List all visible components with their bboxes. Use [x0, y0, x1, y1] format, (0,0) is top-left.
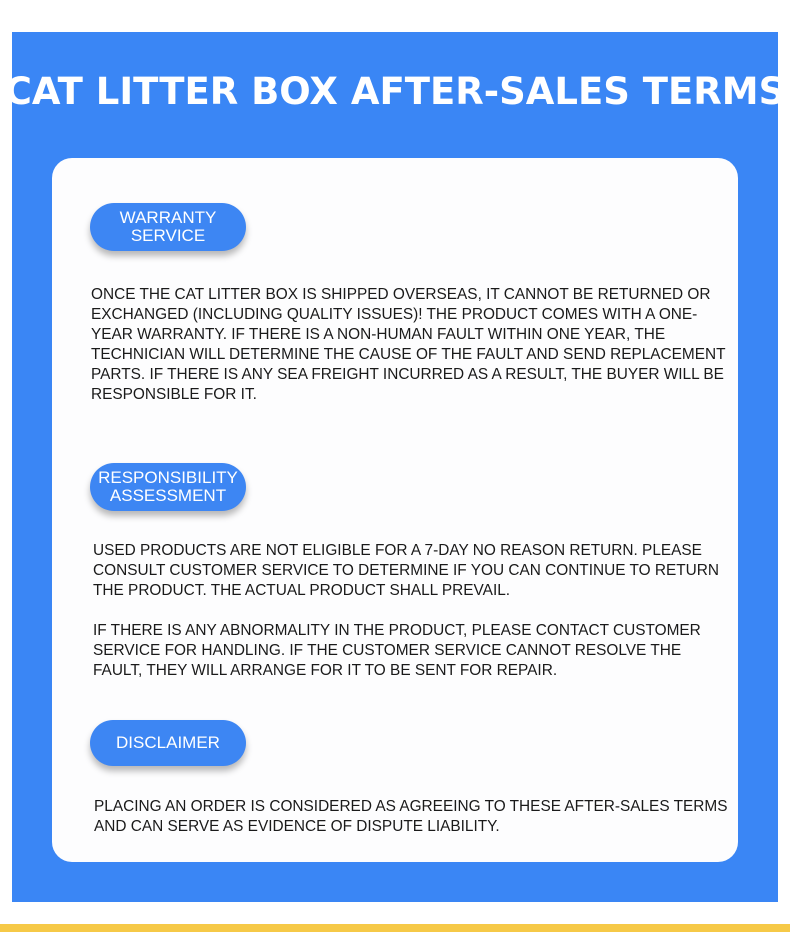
warranty-badge-line1: WARRANTY [119, 208, 217, 227]
used-products-text: USED PRODUCTS ARE NOT ELIGIBLE FOR A 7-DAY NO REASON RETURN. PLEASE CONSULT CUSTOMER SERVICE TO DETERMINE IF YOU CAN CONTINUE TO RETURN THE PRODUCT. THE ACTUAL PRODUCT SHALL PREVAIL. [93, 542, 719, 599]
responsibility-badge-line2: ASSESSMENT [109, 486, 227, 505]
warranty-badge-line2: SERVICE [130, 226, 206, 245]
warranty-text: ONCE THE CAT LITTER BOX IS SHIPPED OVERSEAS, IT CANNOT BE RETURNED OR EXCHANGED (INCLUDING QUALITY ISSUES)! THE PRODUCT COMES WITH A ONE-YEAR WARRANTY. IF THERE IS A NON-HUMAN FAULT WITHIN ONE YEAR, THE TECHNICIAN WILL DETERMINE THE CAUSE OF THE FAULT AND SEND REPLACEMENT PARTS. IF THERE IS ANY SEA FREIGHT INCURRED AS A RESULT, THE BUYER WILL BE RESPONSIBLE FOR IT. [91, 286, 726, 403]
disclaimer-badge-label: DISCLAIMER [116, 733, 220, 752]
warranty-service-badge [90, 203, 246, 251]
responsibility-assessment-badge [90, 463, 246, 511]
page-title: CAT LITTER BOX AFTER-SALES TERMS [4, 70, 786, 113]
responsibility-badge-line1: RESPONSIBILITY [98, 468, 238, 487]
disclaimer-text: PLACING AN ORDER IS CONSIDERED AS AGREEING TO THESE AFTER-SALES TERMS AND CAN SERVE AS EVIDENCE OF DISPUTE LIABILITY. [94, 798, 728, 835]
abnormality-text: IF THERE IS ANY ABNORMALITY IN THE PRODUCT, PLEASE CONTACT CUSTOMER SERVICE FOR HANDLING. IF THE CUSTOMER SERVICE CANNOT RESOLVE THE FAULT, THEY WILL ARRANGE FOR IT TO BE SENT FOR REPAIR. [93, 622, 701, 679]
disclaimer-badge [90, 720, 246, 766]
bottom-accent-bar [0, 924, 790, 932]
